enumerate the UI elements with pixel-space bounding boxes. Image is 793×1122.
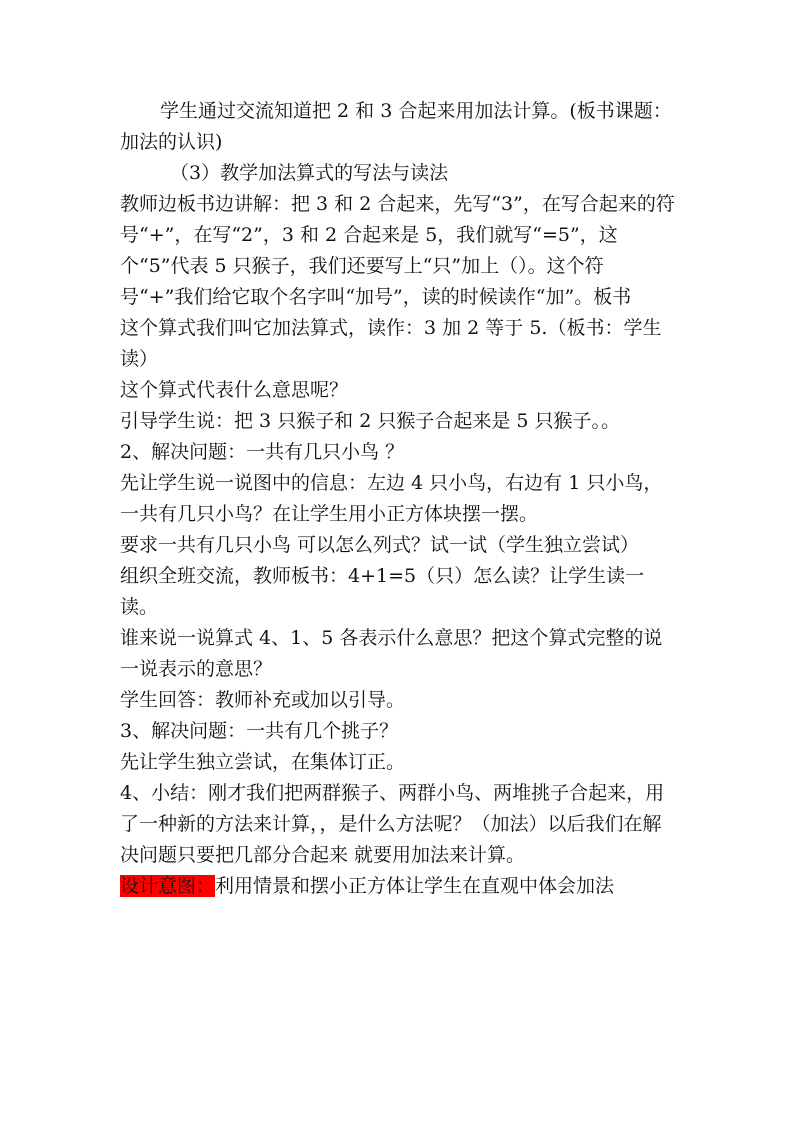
document-body	[120, 96, 676, 902]
paragraph-problem-3: 3、解决问题：一共有几个挑子？	[120, 720, 399, 742]
paragraph-birds-equation: 要求一共有几只小鸟 可以怎么列式？试一试（学生独立尝试）	[120, 534, 640, 556]
paragraph-teacher-explain: 教师边板书边讲解：把 3 和 2 合起来，先写“3”，在写合起来的符号“+”，在写“2”，3 和 2 合起来是 5，我们就写“=5”，这个“5”代表 5 只猴子，我们还要写上“只”加上（）。这个符号“+”我们给它取个名字叫“加号”，读的时候读作“加”。板书	[120, 193, 675, 308]
paragraph-meaning: 谁来说一说算式 4、1、5 各表示什么意思？把这个算式完整的说一说表示的意思？	[120, 627, 663, 680]
paragraph-heading-3: （3）教学加法算式的写法与读法	[170, 162, 449, 184]
paragraph-birds-info: 先让学生说一说图中的信息：左边 4 只小鸟，右边有 1 只小鸟，一共有几只小鸟？在让学生用小正方体块摆一摆。	[120, 472, 663, 525]
paragraph-equation-name: 这个算式我们叫它加法算式，读作：3 加 2 等于 5.（板书：学生读）	[120, 317, 662, 370]
design-intent-text: 利用情景和摆小正方体让学生在直观中体会加法	[215, 875, 615, 897]
paragraph-guide: 引导学生说：把 3 只猴子和 2 只猴子合起来是 5 只猴子。。	[120, 410, 621, 432]
paragraph-problem-2: 2、解决问题：一共有几只小鸟 ？	[120, 441, 405, 463]
paragraph-class-exchange: 组织全班交流，教师板书：4+1=5（只）怎么读？让学生读一读。	[120, 565, 645, 618]
paragraph-question: 这个算式代表什么意思呢？	[120, 379, 349, 401]
paragraph-summary: 4、小结：刚才我们把两群猴子、两群小鸟、两堆挑子合起来，用了一种新的方法来计算，，是什么方法呢？（加法）以后我们在解决问题只要把几部分合起来 就要用加法来计算。	[120, 782, 665, 866]
design-intent-label: 设计意图：	[120, 875, 216, 897]
paragraph-intro: 学生通过交流知道把 2 和 3 合起来用加法计算。(板书课题：加法的认识)	[120, 100, 672, 153]
paragraph-correction: 先让学生独立尝试，在集体订正。	[120, 751, 406, 773]
paragraph-design-intent	[120, 871, 676, 902]
paragraph-student-answer: 学生回答：教师补充或加以引导。	[120, 689, 406, 711]
